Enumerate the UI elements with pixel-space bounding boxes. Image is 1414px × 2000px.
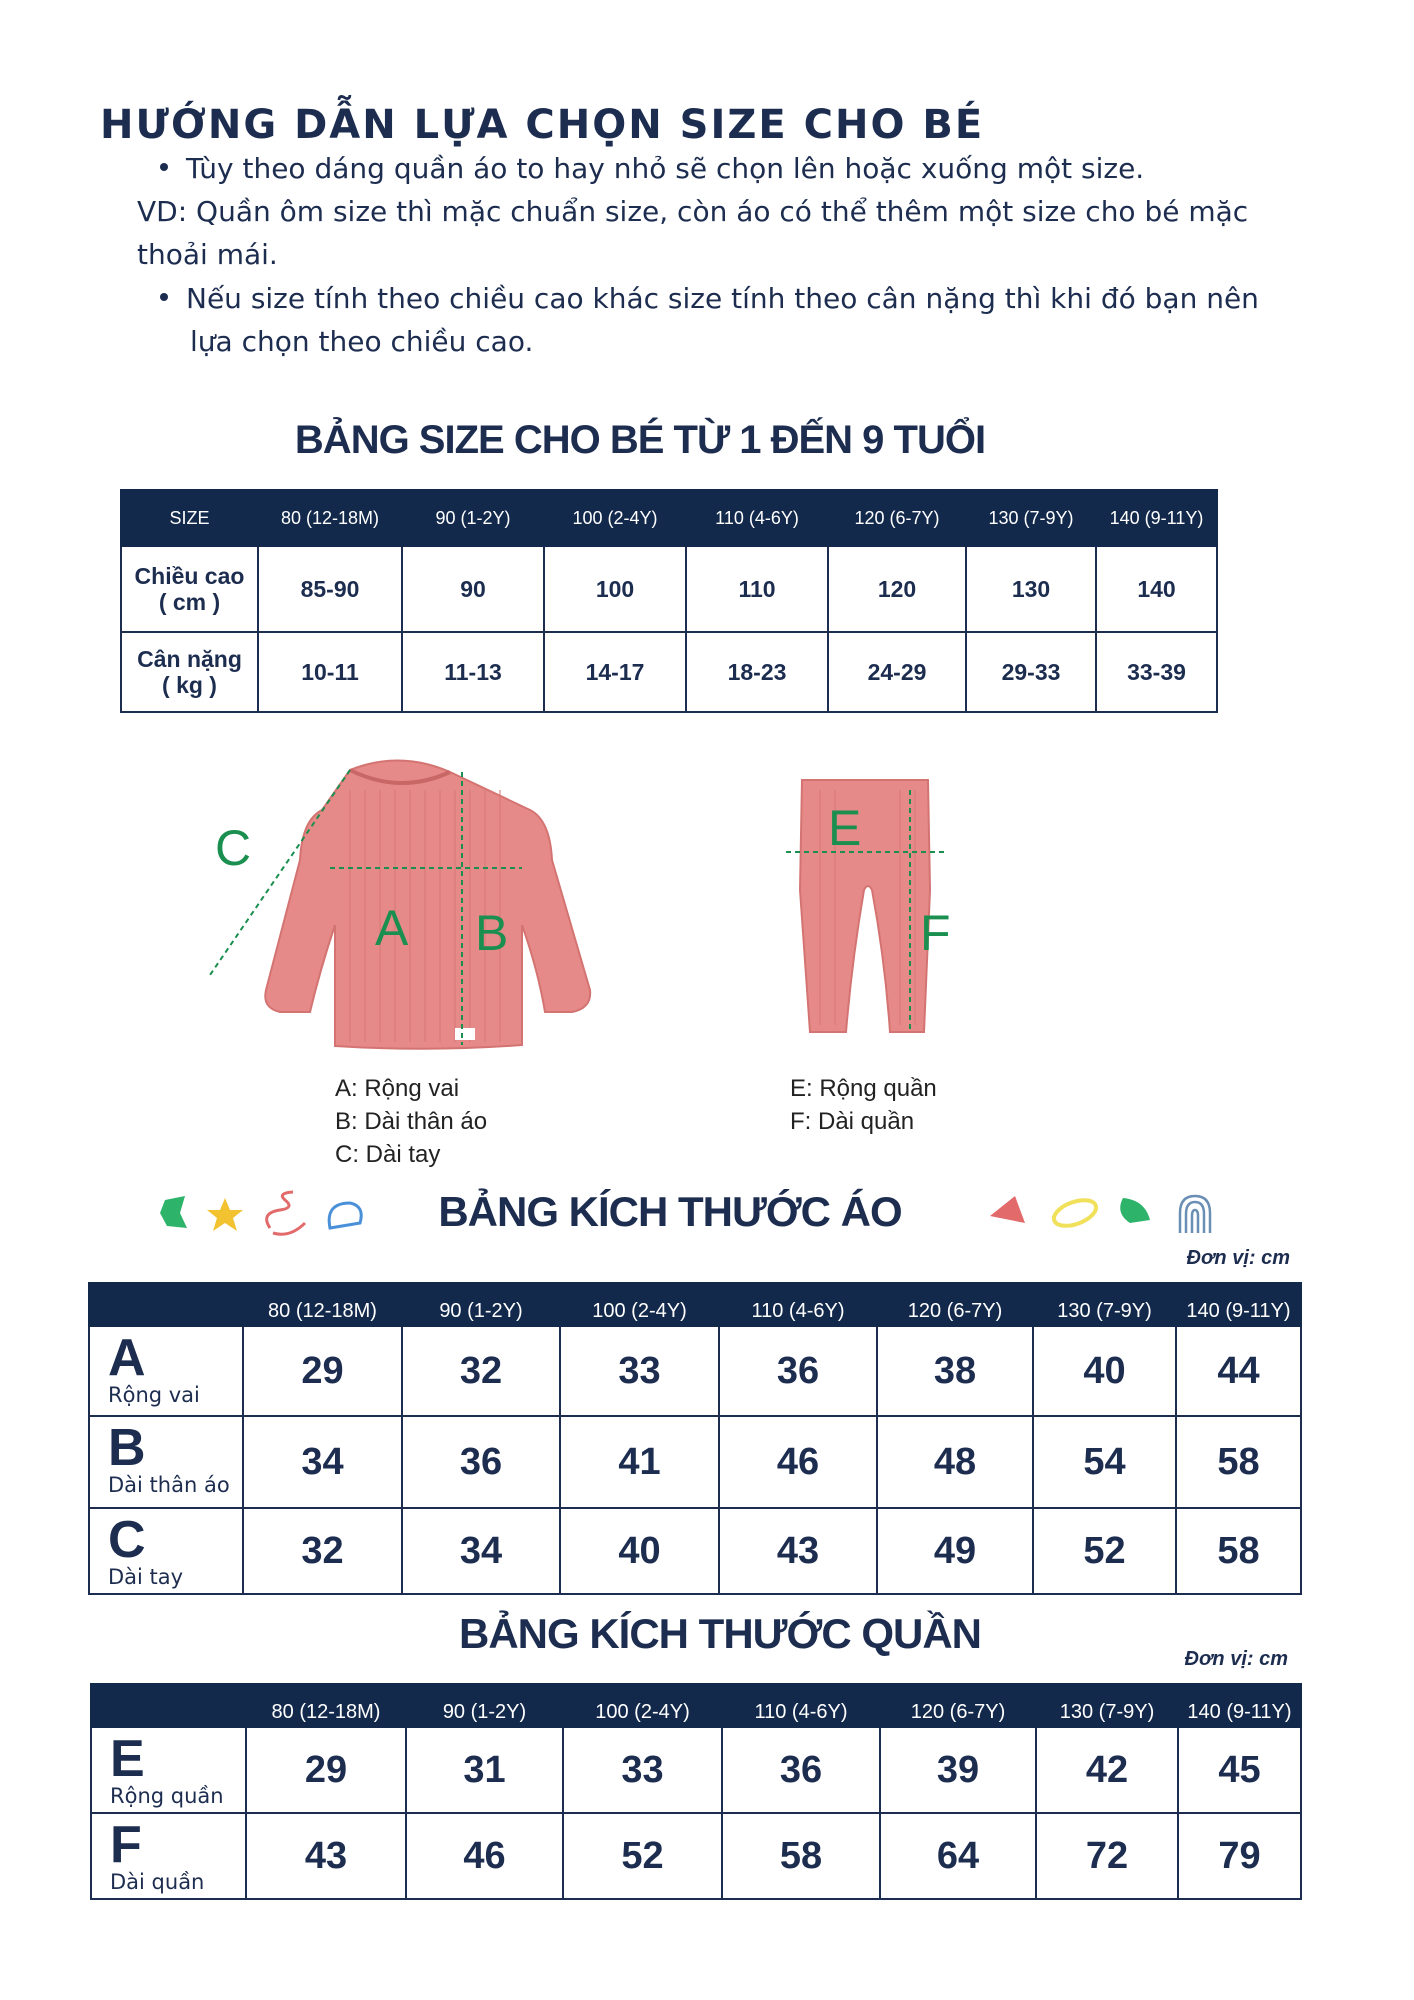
row-label-height bbox=[121, 546, 258, 632]
table-cell: 18-23 bbox=[686, 632, 828, 712]
header-cell: 140 (9-11Y) bbox=[1176, 1283, 1301, 1326]
table-cell: 90 bbox=[402, 546, 544, 632]
header-cell: 80 (12-18M) bbox=[246, 1684, 406, 1727]
table-cell: 46 bbox=[719, 1416, 877, 1508]
shirt-diagram bbox=[200, 750, 620, 1060]
table-cell: 58 bbox=[722, 1813, 880, 1899]
row-label-a bbox=[89, 1326, 243, 1416]
header-cell: 100 (2-4Y) bbox=[560, 1283, 719, 1326]
header-cell: 90 (1-2Y) bbox=[402, 1283, 560, 1326]
row-letter: B bbox=[108, 1419, 146, 1477]
table-row bbox=[89, 1508, 1301, 1594]
shirt-illustration bbox=[265, 760, 590, 1048]
table-cell: 79 bbox=[1178, 1813, 1301, 1899]
green-shape-icon bbox=[160, 1196, 187, 1228]
table-cell: 85-90 bbox=[258, 546, 402, 632]
size-header-cell: 80 (12-18M) bbox=[258, 490, 402, 546]
left-decorations bbox=[155, 1188, 370, 1243]
table-cell: 10-11 bbox=[258, 632, 402, 712]
table-row bbox=[91, 1727, 1301, 1813]
table-cell: 110 bbox=[686, 546, 828, 632]
row-letter: E bbox=[110, 1730, 145, 1788]
size-header-cell: 110 (4-6Y) bbox=[686, 490, 828, 546]
guide-bullet-2-text: Nếu size tính theo chiều cao khác size tính theo cân nặng thì khi đó bạn nên bbox=[186, 282, 1259, 315]
table-cell: 40 bbox=[1033, 1326, 1176, 1416]
table-row bbox=[91, 1813, 1301, 1899]
row-label-weight bbox=[121, 632, 258, 712]
row-label-line: Chiều cao bbox=[134, 563, 245, 589]
header-cell: 130 (7-9Y) bbox=[1036, 1684, 1178, 1727]
table-cell: 100 bbox=[544, 546, 686, 632]
row-label-b bbox=[89, 1416, 243, 1508]
table-cell: 72 bbox=[1036, 1813, 1178, 1899]
pants-table-title: BẢNG KÍCH THƯỚC QUẦN bbox=[459, 1610, 981, 1657]
table-cell: 49 bbox=[877, 1508, 1033, 1594]
rainbow-icon bbox=[1180, 1196, 1210, 1233]
right-decorations bbox=[985, 1188, 1225, 1243]
guide-bullet-1 bbox=[160, 147, 1144, 190]
size-header-cell: 140 (9-11Y) bbox=[1096, 490, 1217, 546]
row-label-unit: ( cm ) bbox=[158, 589, 221, 615]
table-cell: 39 bbox=[880, 1727, 1036, 1813]
row-desc: Rộng quần bbox=[110, 1784, 224, 1808]
guide-example-line-1: VD: Quần ôm size thì mặc chuẩn size, còn áo có thể thêm một size cho bé mặc bbox=[137, 195, 1249, 228]
table-cell: 46 bbox=[406, 1813, 563, 1899]
bullet-dot bbox=[160, 293, 168, 301]
table-cell: 38 bbox=[877, 1326, 1033, 1416]
table-cell: 52 bbox=[563, 1813, 722, 1899]
guide-bullet-1-text: Tùy theo dáng quần áo to hay nhỏ sẽ chọn lên hoặc xuống một size. bbox=[186, 152, 1145, 185]
table-cell: 31 bbox=[406, 1727, 563, 1813]
row-letter: A bbox=[108, 1329, 146, 1387]
pants-letter-f: F bbox=[920, 905, 951, 961]
table-cell: 24-29 bbox=[828, 632, 966, 712]
table-cell: 40 bbox=[560, 1508, 719, 1594]
table-cell: 43 bbox=[719, 1508, 877, 1594]
shirt-legend bbox=[335, 1072, 487, 1171]
table-cell: 44 bbox=[1176, 1326, 1301, 1416]
legend-item: F: Dài quần bbox=[790, 1108, 915, 1135]
squiggle-icon bbox=[267, 1192, 305, 1234]
row-label-f bbox=[91, 1813, 246, 1899]
guide-bullet-2-line-2: lựa chọn theo chiều cao. bbox=[190, 325, 534, 358]
size-header-cell: 120 (6-7Y) bbox=[828, 490, 966, 546]
shirt-letter-c: C bbox=[215, 820, 252, 876]
size-header-cell: SIZE bbox=[121, 490, 258, 546]
row-letter: F bbox=[110, 1816, 142, 1874]
table-cell: 58 bbox=[1176, 1508, 1301, 1594]
table-cell: 140 bbox=[1096, 546, 1217, 632]
table-row bbox=[89, 1326, 1301, 1416]
star-icon bbox=[207, 1198, 243, 1231]
header-cell: 110 (4-6Y) bbox=[722, 1684, 880, 1727]
row-letter: C bbox=[108, 1511, 146, 1569]
table-cell: 45 bbox=[1178, 1727, 1301, 1813]
table-row bbox=[121, 546, 1217, 632]
table-cell: 29-33 bbox=[966, 632, 1096, 712]
table-cell: 58 bbox=[1176, 1416, 1301, 1508]
header-cell bbox=[89, 1283, 243, 1326]
row-desc: Dài thân áo bbox=[108, 1473, 230, 1497]
shirt-table bbox=[88, 1282, 1302, 1595]
guide-example-line-2: thoải mái. bbox=[137, 238, 278, 271]
table-cell: 34 bbox=[243, 1416, 402, 1508]
size-header-cell: 100 (2-4Y) bbox=[544, 490, 686, 546]
guide-bullet-2 bbox=[160, 277, 1259, 320]
shirt-letter-a: A bbox=[375, 900, 409, 956]
shirt-letter-b: B bbox=[475, 905, 509, 961]
header-cell: 130 (7-9Y) bbox=[1033, 1283, 1176, 1326]
table-cell: 32 bbox=[402, 1326, 560, 1416]
bullet-dot bbox=[160, 163, 168, 171]
ring-icon bbox=[1051, 1195, 1100, 1231]
shirt-table-header bbox=[89, 1283, 1301, 1326]
size-table-header bbox=[121, 490, 1217, 546]
row-desc: Dài tay bbox=[108, 1565, 184, 1589]
table-cell: 36 bbox=[719, 1326, 877, 1416]
legend-item: E: Rộng quần bbox=[790, 1075, 937, 1102]
legend-item: A: Rộng vai bbox=[335, 1075, 460, 1102]
table-cell: 33 bbox=[560, 1326, 719, 1416]
header-cell bbox=[91, 1684, 246, 1727]
table-cell: 33-39 bbox=[1096, 632, 1217, 712]
row-desc: Rộng vai bbox=[108, 1383, 200, 1407]
shirt-table-unit: Đơn vị: cm bbox=[1186, 1247, 1290, 1269]
pants-table-unit: Đơn vị: cm bbox=[1184, 1648, 1288, 1670]
header-cell: 110 (4-6Y) bbox=[719, 1283, 877, 1326]
size-table bbox=[120, 489, 1218, 713]
row-label-e bbox=[91, 1727, 246, 1813]
header-cell: 140 (9-11Y) bbox=[1178, 1684, 1301, 1727]
table-cell: 11-13 bbox=[402, 632, 544, 712]
table-cell: 42 bbox=[1036, 1727, 1178, 1813]
table-cell: 130 bbox=[966, 546, 1096, 632]
row-desc: Dài quần bbox=[110, 1870, 205, 1894]
table-cell: 29 bbox=[243, 1326, 402, 1416]
header-cell: 100 (2-4Y) bbox=[563, 1684, 722, 1727]
size-table-title: BẢNG SIZE CHO BÉ TỪ 1 ĐẾN 9 TUỔI bbox=[294, 418, 986, 462]
table-cell: 36 bbox=[402, 1416, 560, 1508]
row-label-line: Cân nặng bbox=[137, 646, 242, 672]
shirt-table-title: BẢNG KÍCH THƯỚC ÁO bbox=[438, 1188, 902, 1235]
pants-legend bbox=[790, 1072, 937, 1138]
table-row bbox=[121, 632, 1217, 712]
table-cell: 64 bbox=[880, 1813, 1036, 1899]
pants-table bbox=[90, 1683, 1302, 1900]
table-cell: 36 bbox=[722, 1727, 880, 1813]
size-header-cell: 90 (1-2Y) bbox=[402, 490, 544, 546]
table-cell: 32 bbox=[243, 1508, 402, 1594]
table-cell: 43 bbox=[246, 1813, 406, 1899]
table-cell: 34 bbox=[402, 1508, 560, 1594]
table-cell: 54 bbox=[1033, 1416, 1176, 1508]
header-cell: 120 (6-7Y) bbox=[877, 1283, 1033, 1326]
table-cell: 41 bbox=[560, 1416, 719, 1508]
table-cell: 52 bbox=[1033, 1508, 1176, 1594]
header-cell: 120 (6-7Y) bbox=[880, 1684, 1036, 1727]
table-cell: 48 bbox=[877, 1416, 1033, 1508]
legend-item: B: Dài thân áo bbox=[335, 1108, 488, 1135]
size-header-cell: 130 (7-9Y) bbox=[966, 490, 1096, 546]
row-label-c bbox=[89, 1508, 243, 1594]
guide-title: HƯỚNG DẪN LỰA CHỌN SIZE CHO BÉ bbox=[100, 102, 985, 148]
shell-icon bbox=[329, 1203, 361, 1228]
pants-letter-e: E bbox=[828, 800, 862, 856]
table-row bbox=[89, 1416, 1301, 1508]
legend-item: C: Dài tay bbox=[335, 1141, 441, 1168]
pants-diagram bbox=[780, 770, 960, 1050]
header-cell: 90 (1-2Y) bbox=[406, 1684, 563, 1727]
table-cell: 33 bbox=[563, 1727, 722, 1813]
leaf-icon bbox=[1120, 1198, 1150, 1223]
table-cell: 29 bbox=[246, 1727, 406, 1813]
row-label-unit: ( kg ) bbox=[162, 672, 217, 698]
table-cell: 120 bbox=[828, 546, 966, 632]
triangle-icon bbox=[990, 1196, 1025, 1223]
header-cell: 80 (12-18M) bbox=[243, 1283, 402, 1326]
pants-table-header bbox=[91, 1684, 1301, 1727]
table-cell: 14-17 bbox=[544, 632, 686, 712]
